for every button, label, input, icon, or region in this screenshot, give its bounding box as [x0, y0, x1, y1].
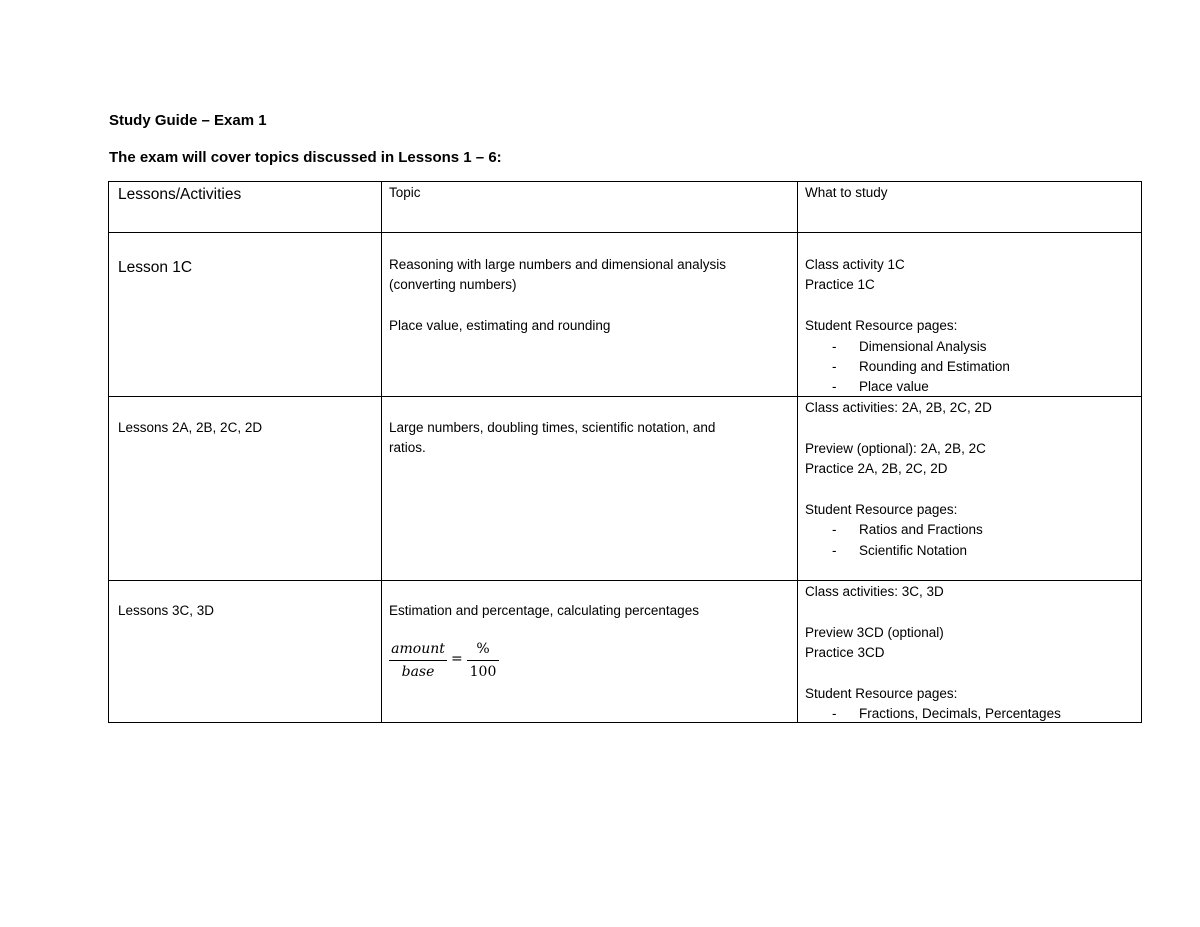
document-subtitle: The exam will cover topics discussed in Lessons 1 – 6:: [109, 149, 502, 166]
study-line: Class activities: 2A, 2B, 2C, 2D: [805, 400, 992, 415]
study-line: Practice 3CD: [805, 645, 885, 661]
percent-formula: [389, 640, 509, 686]
resource-item: - Place value: [832, 379, 929, 395]
row-1-study: [805, 255, 1010, 398]
row-3-study: [805, 582, 1061, 725]
topic-line: Reasoning with large numbers and dimensional analysis: [389, 257, 726, 272]
row-1-topic: [389, 255, 726, 337]
study-line: Class activities: 3C, 3D: [805, 584, 944, 599]
formula-right-fraction: [467, 640, 499, 681]
row-divider: [109, 580, 1141, 581]
resources-label: Student Resource pages:: [805, 318, 958, 334]
row-divider: [109, 232, 1141, 233]
row-2-lesson: Lessons 2A, 2B, 2C, 2D: [118, 420, 263, 435]
study-line: Practice 1C: [805, 277, 875, 293]
resource-item: - Ratios and Fractions: [832, 522, 983, 538]
formula-numerator-percent: %: [476, 641, 490, 657]
formula-numerator-amount: amount: [391, 641, 445, 657]
row-2-study: [805, 398, 992, 561]
topic-line: Large numbers, doubling times, scientific notation, and: [389, 420, 716, 435]
document-title: Study Guide – Exam 1: [109, 112, 267, 129]
topic-line: (converting numbers): [389, 277, 517, 293]
study-line: Practice 2A, 2B, 2C, 2D: [805, 461, 948, 477]
row-3-lesson: Lessons 3C, 3D: [118, 603, 215, 618]
column-divider: [381, 182, 382, 722]
resource-item: - Rounding and Estimation: [832, 359, 1010, 375]
study-line: Preview (optional): 2A, 2B, 2C: [805, 440, 986, 456]
header-topic: Topic: [389, 185, 421, 200]
row-1-lesson: Lesson 1C: [118, 259, 193, 276]
resources-label: Student Resource pages:: [805, 502, 958, 517]
resource-item: - Dimensional Analysis: [832, 338, 987, 354]
formula-left-fraction: [389, 640, 447, 681]
formula-denominator-100: 100: [469, 664, 497, 680]
study-line: Class activity 1C: [805, 257, 905, 272]
formula-equals: =: [451, 651, 463, 667]
header-lessons: Lessons/Activities: [118, 186, 242, 203]
study-guide-table: [108, 181, 1142, 723]
row-2-topic: [389, 418, 715, 459]
column-divider: [797, 182, 798, 722]
fraction-bar: [389, 660, 447, 661]
header-what-to-study: What to study: [805, 185, 888, 200]
study-line: Preview 3CD (optional): [805, 624, 944, 640]
resource-item: - Fractions, Decimals, Percentages: [832, 706, 1061, 722]
row-3-topic: [389, 601, 699, 621]
fraction-bar: [467, 660, 499, 661]
resources-label: Student Resource pages:: [805, 686, 958, 701]
formula-denominator-base: base: [401, 664, 435, 680]
topic-line: ratios.: [389, 440, 426, 456]
topic-line: Estimation and percentage, calculating percentages: [389, 603, 699, 618]
topic-line: Place value, estimating and rounding: [389, 318, 611, 334]
resource-item: - Scientific Notation: [832, 542, 968, 558]
